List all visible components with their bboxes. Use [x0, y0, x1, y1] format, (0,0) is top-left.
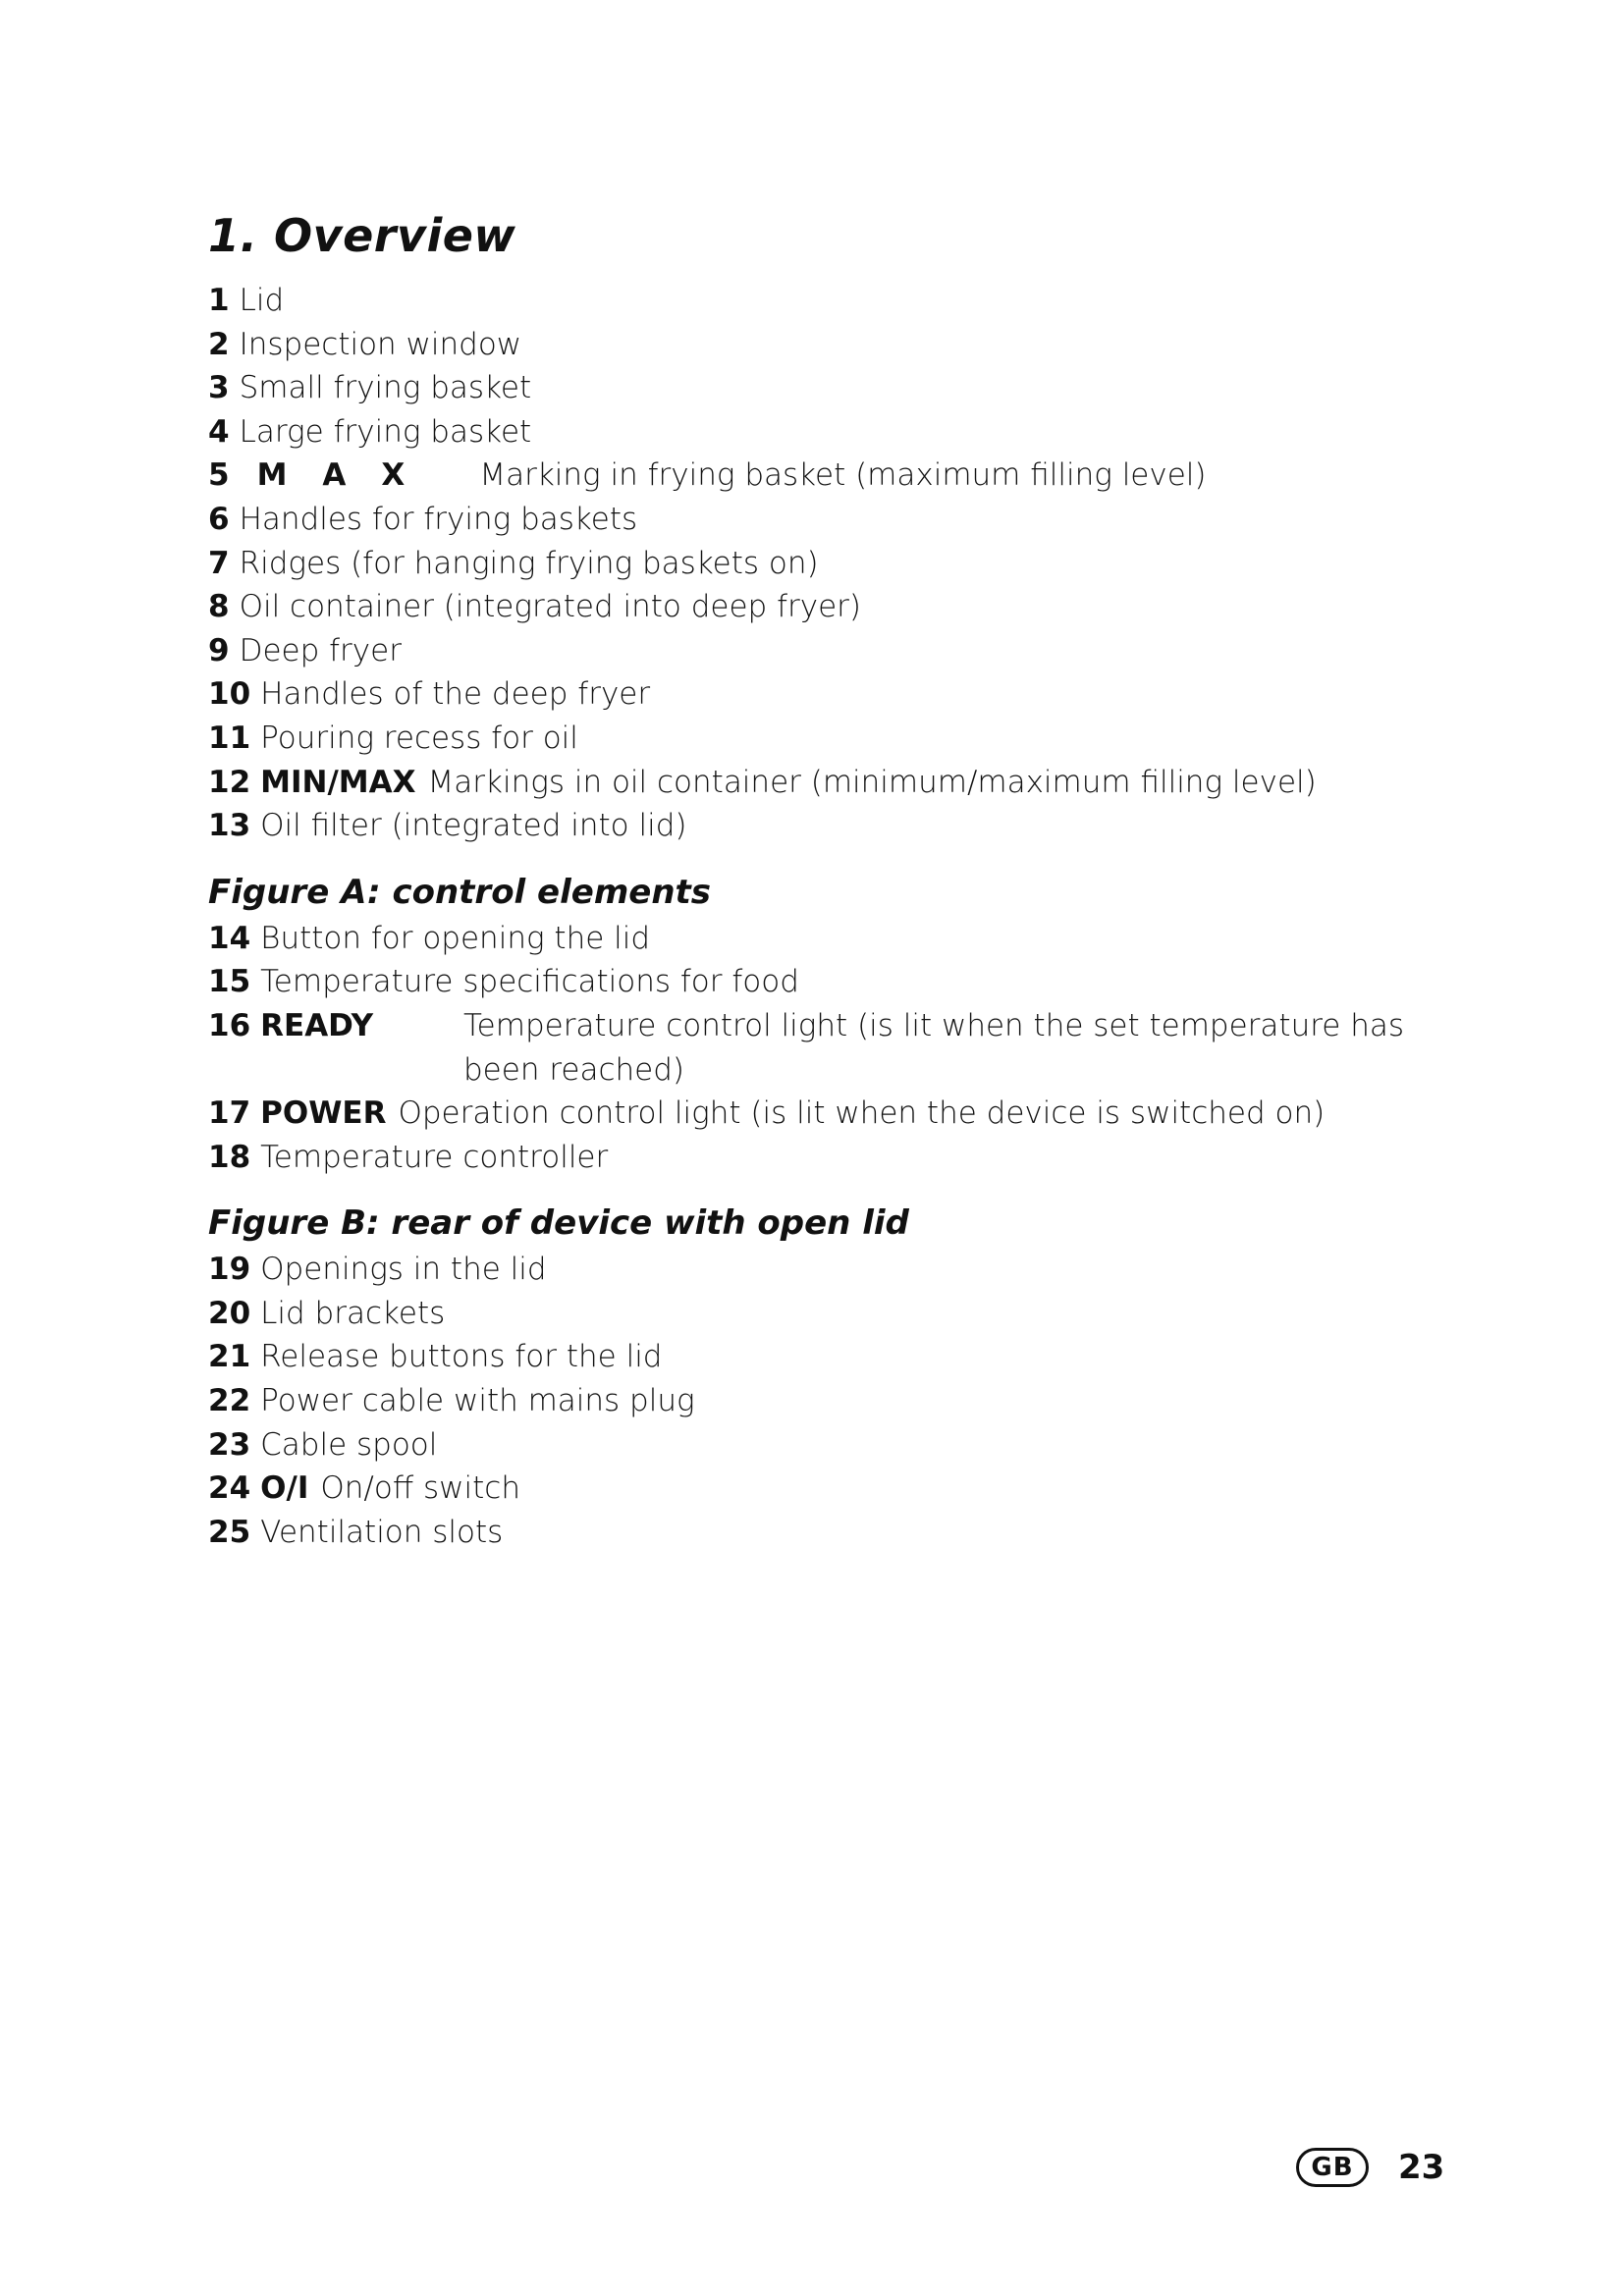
list-item [208, 542, 1426, 586]
page-footer [1296, 2148, 1444, 2187]
item-number: 16 [208, 1007, 251, 1043]
list-item [208, 1423, 1426, 1468]
item-text: Inspection window [239, 326, 522, 362]
item-text: Release buttons for the lid [260, 1339, 663, 1375]
item-text: Pouring recess for oil [260, 720, 578, 756]
item-number: 15 [208, 964, 251, 1000]
item-number: 20 [208, 1295, 251, 1331]
item-key: O/I [260, 1470, 309, 1507]
list-item [208, 1092, 1426, 1136]
item-text: On/off switch [320, 1470, 520, 1507]
item-number: 24 [208, 1470, 251, 1507]
item-text: Ventilation slots [260, 1514, 504, 1550]
item-text: Button for opening the lid [260, 920, 651, 956]
country-badge: GB [1296, 2148, 1369, 2187]
item-text: Deep fryer [239, 632, 402, 668]
item-number: 10 [208, 676, 251, 713]
list-item [208, 279, 1426, 323]
item-number: 5 [208, 457, 230, 494]
item-number: 9 [208, 632, 230, 668]
item-number: 2 [208, 326, 230, 362]
item-text: Oil filter (integrated into lid) [260, 808, 687, 844]
figure-a-heading: Figure A: control elements [208, 872, 712, 912]
item-number: 13 [208, 808, 251, 844]
list-item [208, 585, 1426, 629]
list-item [208, 761, 1426, 805]
item-number: 12 [208, 764, 251, 800]
list-item [208, 1248, 1426, 1292]
item-key: POWER [260, 1095, 387, 1132]
item-text: Operation control light (is lit when the device is switched on) [398, 1095, 1326, 1132]
item-text: Lid [239, 283, 285, 318]
item-text: Ridges (for hanging frying baskets on) [239, 545, 819, 581]
item-text: Small frying basket [239, 370, 532, 406]
page-title: 1. Overview [208, 209, 516, 262]
item-number: 21 [208, 1339, 251, 1375]
list-item [208, 672, 1426, 717]
item-number: 23 [208, 1426, 251, 1463]
manual-page [208, 206, 1426, 1554]
list-item [208, 498, 1426, 542]
list-item [208, 917, 1426, 961]
list-item [208, 323, 1426, 367]
item-number: 22 [208, 1383, 251, 1419]
item-text: Temperature controller [260, 1139, 609, 1175]
item-text: Cable spool [260, 1426, 438, 1463]
item-text: Markings in oil container (minimum/maximum filling level) [427, 764, 1317, 800]
list-item [208, 1136, 1426, 1180]
item-text: Openings in the lid [260, 1252, 547, 1288]
page-number: 23 [1398, 2148, 1445, 2187]
figure-b-list [208, 1248, 1426, 1554]
list-item [208, 410, 1426, 454]
list-item [208, 1335, 1426, 1379]
item-number: 25 [208, 1514, 251, 1550]
list-item [208, 454, 1426, 498]
list-item [208, 1467, 1426, 1511]
item-text: Large frying basket [239, 413, 532, 450]
item-number: 6 [208, 501, 230, 537]
list-item [208, 629, 1426, 673]
item-text: Power cable with mains plug [260, 1383, 695, 1419]
item-lead [208, 1004, 463, 1048]
list-item [208, 960, 1426, 1004]
list-item [208, 717, 1426, 761]
item-number: 14 [208, 920, 251, 956]
item-text: Marking in frying basket (maximum filling level) [479, 457, 1207, 494]
item-key: READY [260, 1007, 374, 1043]
item-number: 3 [208, 370, 230, 406]
item-text: Temperature control light (is lit when the set temperature has been reached) [463, 1007, 1405, 1088]
list-item [208, 1292, 1426, 1336]
item-key: MAX [256, 457, 441, 494]
item-text: Lid brackets [260, 1295, 446, 1331]
item-key: MIN/MAX [260, 764, 416, 800]
item-number: 8 [208, 589, 230, 625]
item-number: 18 [208, 1139, 251, 1175]
list-item [208, 1004, 1426, 1092]
item-number: 17 [208, 1095, 251, 1132]
list-item [208, 804, 1426, 848]
item-text: Handles of the deep fryer [260, 676, 651, 713]
item-number: 1 [208, 283, 230, 318]
list-item [208, 1379, 1426, 1423]
figure-b-heading: Figure B: rear of device with open lid [208, 1203, 909, 1244]
item-number: 19 [208, 1252, 251, 1288]
item-text: Handles for frying baskets [239, 501, 638, 537]
overview-list [208, 279, 1426, 848]
item-text: Oil container (integrated into deep fryer) [239, 589, 861, 625]
item-text: Temperature specifications for food [260, 964, 799, 1000]
figure-a-list [208, 917, 1426, 1180]
item-number: 11 [208, 720, 251, 756]
list-item [208, 1511, 1426, 1555]
item-number: 7 [208, 545, 230, 581]
list-item [208, 366, 1426, 410]
item-number: 4 [208, 413, 230, 450]
